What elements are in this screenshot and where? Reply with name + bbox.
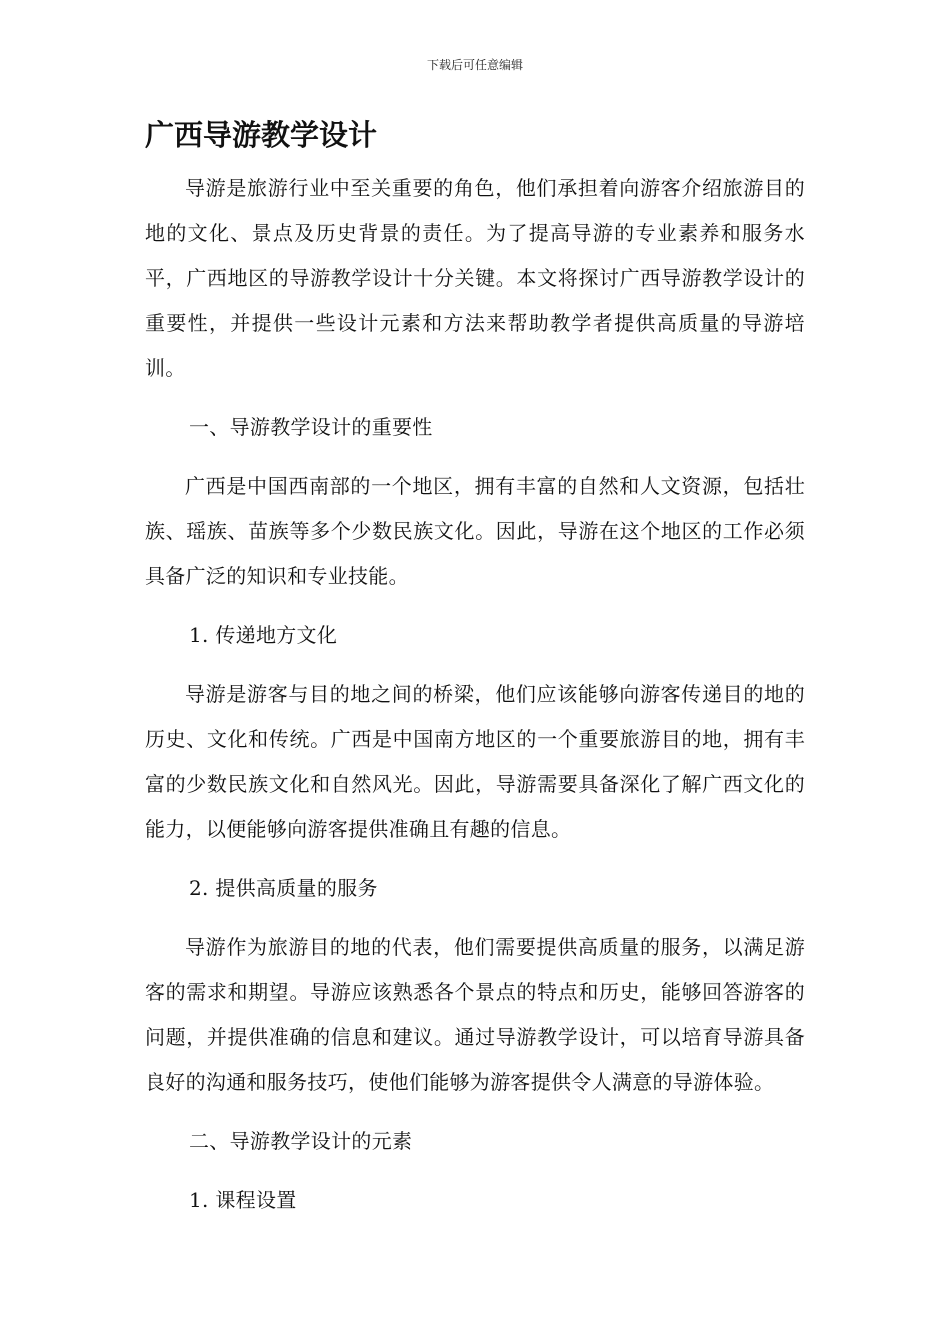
section-heading-importance: 一、导游教学设计的重要性 (189, 415, 433, 439)
paragraph-guangxi-overview: 广西是中国西南部的一个地区，拥有丰富的自然和人文资源，包括壮族、瑶族、苗族等多个少数民族文化。因此，导游在这个地区的工作必须具备广泛的知识和专业技能。 (145, 474, 805, 588)
subheading-quality-service: 2. 提供高质量的服务 (189, 876, 378, 900)
subheading-local-culture: 1. 传递地方文化 (189, 623, 338, 647)
paragraph-intro: 导游是旅游行业中至关重要的角色，他们承担着向游客介绍旅游目的地的文化、景点及历史背景的责任。为了提高导游的专业素养和服务水平，广西地区的导游教学设计十分关键。本文将探讨广西导游教学设计的重要性，并提供一些设计元素和方法来帮助教学者提供高质量的导游培训。 (145, 176, 805, 380)
section-heading-elements: 二、导游教学设计的元素 (189, 1129, 413, 1153)
subheading-course-setup: 1. 课程设置 (189, 1188, 297, 1212)
page-header: 下载后可任意编辑 (426, 58, 523, 72)
document-body (145, 166, 805, 1223)
document-title: 广西导游教学设计 (145, 118, 378, 152)
paragraph-local-culture: 导游是游客与目的地之间的桥梁，他们应该能够向游客传递目的地的历史、文化和传统。广西是中国南方地区的一个重要旅游目的地，拥有丰富的少数民族文化和自然风光。因此，导游需要具备深化了解广西文化的能力，以便能够向游客提供准确且有趣的信息。 (145, 682, 805, 841)
paragraph-quality-service: 导游作为旅游目的地的代表，他们需要提供高质量的服务，以满足游客的需求和期望。导游应该熟悉各个景点的特点和历史，能够回答游客的问题，并提供准确的信息和建议。通过导游教学设计，可以培育导游具备良好的沟通和服务技巧，使他们能够为游客提供令人满意的导游体验。 (145, 935, 805, 1094)
